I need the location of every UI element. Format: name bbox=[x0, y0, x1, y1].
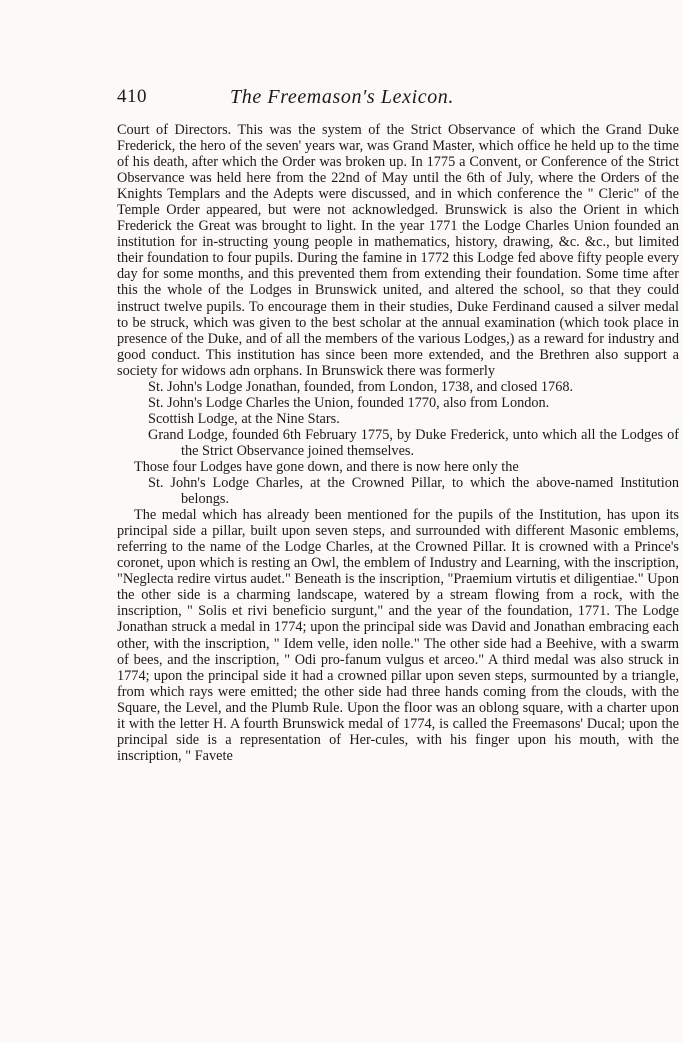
remaining-lodge-item: St. John's Lodge Charles, at the Crowned Pillar, to which the above-named Institution belongs. bbox=[148, 475, 679, 508]
running-title: The Freemason's Lexicon. bbox=[230, 86, 455, 108]
paragraph-brunswick-history: Court of Directors. This was the system of the Strict Observance of which the Grand Duke Frederick, the hero of the seven' years war, was Grand Master, which office he held up to the time of his death, after which the Order was broken up. In 1775 a Convent, or Conference of the Strict Observance was held here from the 22nd of May until the 6th of July, where the Orders of the Knights Templars and the Adepts were discussed, and in which conference the " Cleric" of the Temple Order appeared, but were not acknowledged. Brunswick is also the Orient in which Frederick the Great was brought to light. In the year 1771 the Lodge Charles Union founded an institution for in-structing young people in mathematics, history, drawing, &c. &c., but limited their foundation to four pupils. During the famine in 1772 this Lodge fed above fifty people every day for some months, and this prevented them from extending their foundation. Some time after this the whole of the Lodges in Brunswick united, and altered the school, so that they could instruct twelve pupils. To encourage them in their studies, Duke Ferdinand caused a silver medal to be struck, which was given to the best scholar at the annual examination (which took place in presence of the Duke, and of all the members of the various Lodges,) as a reward for industry and good conduct. This institution has since been more extended, and the Brethren also support a society for widows adn orphans. In Brunswick there was formerly bbox=[117, 122, 679, 379]
page-header bbox=[117, 86, 677, 110]
paragraph-lodges-gone: Those four Lodges have gone down, and there is now here only the bbox=[134, 458, 519, 475]
paragraph-medals: The medal which has already been mentioned for the pupils of the Institution, has upon its principal side a pillar, built upon seven steps, and surrounded with different Masonic emblems, referring to the name of the Lodge Charles, at the Crowned Pillar. It is crowned with a Prince's coronet, upon which is resting an Owl, the emblem of Industry and Learning, with the inscription, "Neglecta redire virtus audet." Beneath is the inscription, "Praemium virtutis et diligentiae." Upon the other side is a charming landscape, watered by a stream flowing from a rock, with the inscription, " Solis et rivi beneficio surgunt," and the year of the foundation, 1771. The Lodge Jonathan struck a medal in 1774; upon the principal side was David and Jonathan embracing each other, with the inscription, " Idem velle, iden nolle." The other side had a Beehive, with a swarm of bees, and the inscription, " Odi pro-fanum vulgus et arceo." A third medal was also struck in 1774; upon the principal side it had a crowned pillar upon seven steps, surmounted by a triangle, from which rays were emitted; the other side had three hands coming from the clouds, with the Square, the Level, and the Plumb Rule. Upon the floor was an oblong square, with a charter upon it with the letter H. A fourth Brunswick medal of 1774, is called the Freemasons' Ducal; upon the principal side is a representation of Her-cules, with his finger upon his mouth, with the inscription, " Favete bbox=[117, 507, 679, 764]
page-body bbox=[117, 122, 679, 764]
page-number: 410 bbox=[117, 86, 147, 107]
lodge-list-item: Scottish Lodge, at the Nine Stars. bbox=[148, 410, 340, 427]
lodge-list-item: St. John's Lodge Jonathan, founded, from London, 1738, and closed 1768. bbox=[148, 378, 574, 395]
lodge-list-item: Grand Lodge, founded 6th February 1775, by Duke Frederick, unto which all the Lodges of the Strict Observance joined themselves. bbox=[148, 426, 679, 459]
lodge-list-item: St. John's Lodge Charles the Union, founded 1770, also from London. bbox=[148, 394, 550, 411]
